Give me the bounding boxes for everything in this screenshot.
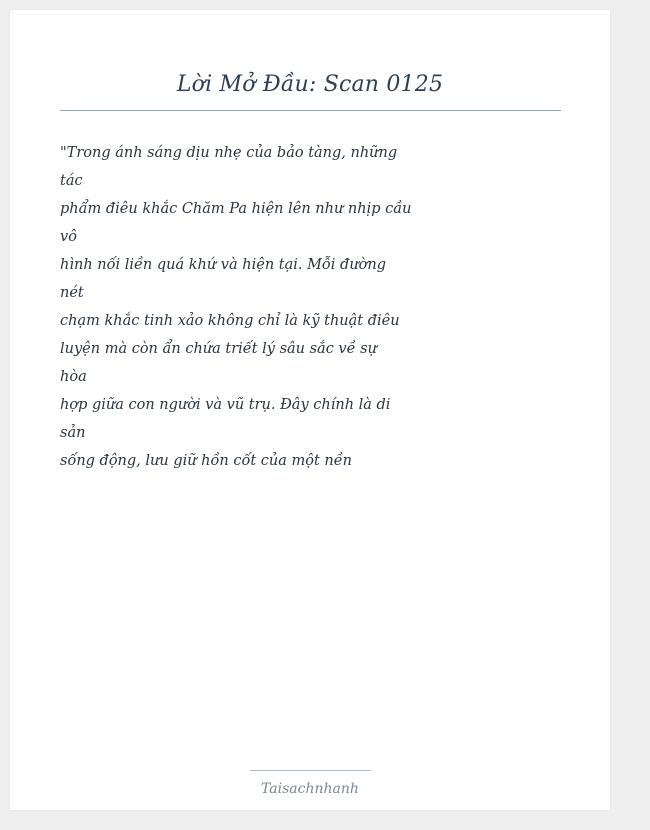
body-line: hợp giữa con người và vũ trụ. Đây chính là di <box>60 397 391 413</box>
body-line: vô <box>60 229 77 245</box>
body-line: chạm khắc tinh xảo không chỉ là kỹ thuật điêu <box>60 313 400 329</box>
body-line: sản <box>60 425 86 441</box>
body-text <box>60 139 412 475</box>
title-divider <box>60 110 561 111</box>
body-line: luyện mà còn ẩn chứa triết lý sâu sắc về sự <box>60 341 377 357</box>
footer-brand: Taisachnhanh <box>261 781 359 797</box>
footer-divider <box>250 770 371 771</box>
body-line: hình nối liền quá khứ và hiện tại. Mỗi đường <box>60 257 387 273</box>
page-title: Lời Mở Đầu: Scan 0125 <box>176 72 444 97</box>
body-line: nét <box>60 285 84 301</box>
body-line: sống động, lưu giữ hồn cốt của một nền <box>60 453 352 469</box>
body-line: hòa <box>60 369 87 385</box>
body-line: "Trong ánh sáng dịu nhẹ của bảo tàng, những <box>60 145 398 161</box>
body-line: phẩm điêu khắc Chăm Pa hiện lên như nhịp cầu <box>60 201 412 217</box>
document-page <box>10 10 610 810</box>
body-line: tác <box>60 173 83 189</box>
